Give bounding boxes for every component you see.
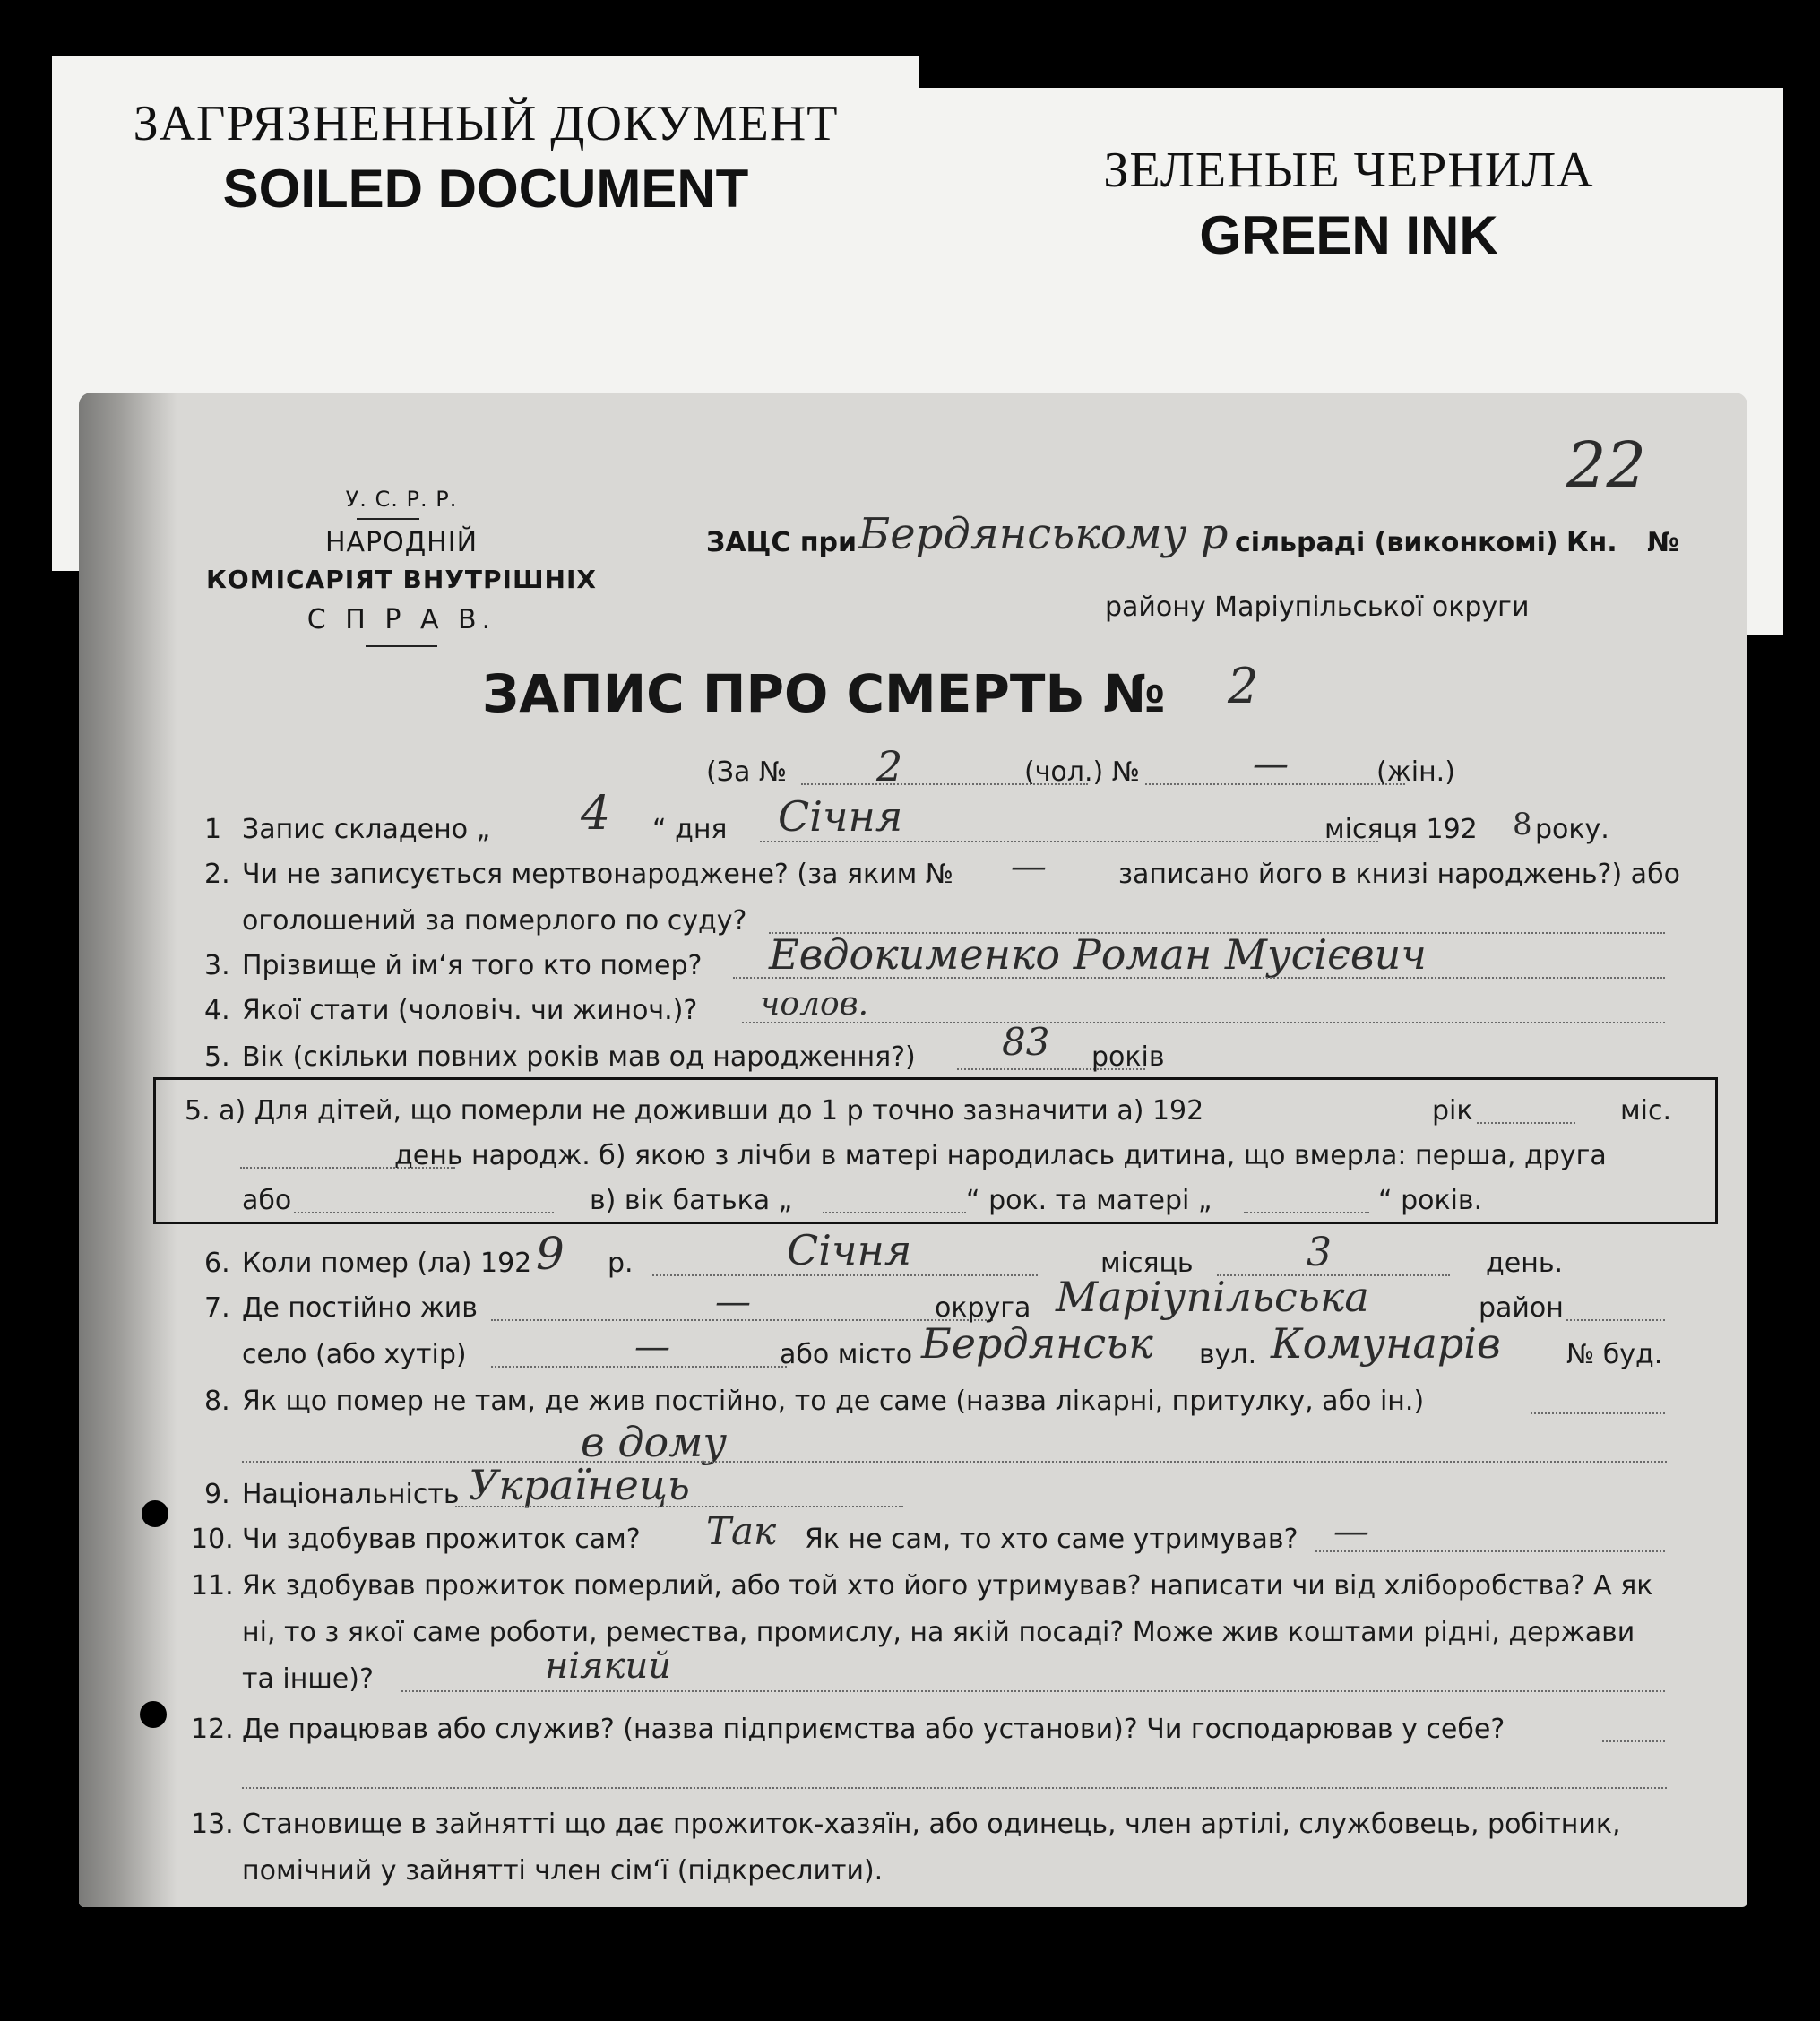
- row9-label: Національність: [242, 1479, 460, 1510]
- page-number-handwritten: 22: [1566, 428, 1647, 502]
- row8-dots-1: [1531, 1412, 1665, 1414]
- row2-dash-hand: —: [1011, 846, 1047, 887]
- chol-handwritten: —: [1253, 744, 1289, 785]
- row1-label-year: року.: [1535, 814, 1609, 845]
- row5a-dots-1: [1477, 1122, 1575, 1124]
- row6-label: Коли помер (ла) 192: [242, 1248, 532, 1279]
- row1-year-hand: 8: [1513, 807, 1532, 842]
- row13-label-2: помічний у зайнятті член сім‘ї (підкреслити).: [242, 1855, 884, 1887]
- punch-hole-2: [140, 1701, 167, 1728]
- row8-label: Як що помер не там, де жив постійно, то де саме (назва лікарні, притулку, або ін.): [242, 1386, 1425, 1417]
- row8-place-hand: в дому: [581, 1418, 728, 1466]
- row12-label: Де працював або служив? (назва підприємства або установи)? Чи господарював у себе?: [242, 1714, 1505, 1745]
- row7-label-rayon: район: [1479, 1292, 1564, 1324]
- row9-nationality-hand: Українець: [469, 1461, 690, 1509]
- chol-label: (чол.) №: [1024, 756, 1140, 788]
- row3-number: 3.: [204, 950, 230, 981]
- soiled-label-ru: ЗАГРЯЗНЕННЫЙ ДОКУМЕНТ: [133, 96, 839, 151]
- row2-label-2: записано його в книзі народжень?) або: [1118, 859, 1680, 890]
- row11-label-1: Як здобував прожиток померлий, або той хто його утримував? написати чи від хліборобства? А як: [242, 1570, 1653, 1602]
- row7-label: Де постійно жив: [242, 1292, 478, 1324]
- row11-label-3: та інше)?: [242, 1663, 374, 1695]
- row5-label: Вік (скільки повних років мав од народження?): [242, 1041, 916, 1073]
- row6-year-hand: 9: [536, 1228, 565, 1280]
- header-rule-2: [366, 645, 437, 647]
- row9-number: 9.: [204, 1479, 230, 1510]
- row5a-father-age-label: в) вік батька „: [590, 1185, 793, 1216]
- row7-dash-hand: —: [715, 1282, 751, 1323]
- zags-prefix: ЗАЦС при: [706, 527, 858, 558]
- row5-number: 5.: [204, 1041, 230, 1073]
- zags-suffix: сільраді (виконкомі): [1235, 527, 1558, 558]
- za-no-handwritten: 2: [876, 742, 903, 790]
- green-ink-label-en: GREEN INK: [1199, 205, 1498, 265]
- row12-number: 12.: [191, 1714, 234, 1745]
- row1-day-hand: 4: [581, 787, 611, 841]
- row2-number: 2.: [204, 859, 230, 890]
- record-number-handwritten: 2: [1228, 658, 1259, 714]
- row6-label-month: місяць: [1100, 1248, 1194, 1279]
- row5-age-hand: 83: [1002, 1020, 1050, 1064]
- kn-label: Кн.: [1566, 527, 1617, 558]
- row2-label: Чи не записується мертвонароджене? (за яким №: [242, 859, 954, 890]
- row7-label-house: № буд.: [1566, 1339, 1663, 1370]
- row11-occupation-hand: ніякий: [545, 1645, 672, 1687]
- row3-name-hand: Евдокименко Роман Мусієвич: [769, 930, 1427, 979]
- row1-month-hand: Січня: [778, 792, 903, 841]
- row2-label-3: оголошений за померлого по суду?: [242, 905, 747, 937]
- row10-label: Чи здобував прожиток сам?: [242, 1524, 641, 1555]
- row7-dots-2: [1566, 1319, 1665, 1321]
- row5a-year-label: рік: [1432, 1095, 1473, 1127]
- row8-number: 8.: [204, 1386, 230, 1417]
- row5a-or-label: або: [242, 1185, 292, 1216]
- row6-dots-1: [652, 1274, 1038, 1276]
- row1-label-month: місяця 192: [1324, 814, 1478, 845]
- row5a-dots-3: [294, 1212, 554, 1213]
- row10-label-2: Як не сам, то хто саме утримував?: [805, 1524, 1298, 1555]
- row7-street-hand: Комунарів: [1271, 1319, 1501, 1368]
- row4-number: 4.: [204, 995, 230, 1026]
- row10-number: 10.: [191, 1524, 234, 1555]
- za-no-label: (За №: [706, 756, 788, 788]
- row5a-years-label: “ років.: [1378, 1185, 1483, 1216]
- row4-label: Якої стати (чоловіч. чи жиноч.)?: [242, 995, 698, 1026]
- form-title: ЗАПИС ПРО СМЕРТЬ №: [482, 663, 1166, 724]
- row10-self-hand: Так: [706, 1509, 777, 1553]
- row10-dash-hand: —: [1333, 1511, 1369, 1552]
- row6-month-hand: Січня: [787, 1226, 912, 1274]
- row5a-line1: 5. а) Для дітей, що померли не доживши до 1 р точно зазначити а) 192: [185, 1095, 1204, 1127]
- row6-label-r: р.: [608, 1248, 634, 1279]
- row7-label-village: село (або хутір): [242, 1339, 467, 1370]
- row3-label: Прізвище й ім‘я того кто помер?: [242, 950, 703, 981]
- soiled-label-en: SOILED DOCUMENT: [222, 159, 749, 219]
- header-narodniy: НАРОДНІЙ: [324, 527, 479, 558]
- row10-dots: [1315, 1550, 1665, 1552]
- row7-label-street: вул.: [1199, 1339, 1257, 1370]
- row13-number: 13.: [191, 1809, 234, 1840]
- zags-handwritten: Бердянському р: [858, 509, 1229, 559]
- row6-day-hand: 3: [1307, 1230, 1332, 1275]
- row11-dots: [401, 1690, 1665, 1692]
- row13-label-1: Становище в зайнятті що дає прожиток-хазяїн, або одинець, член артілі, службовець, робітник,: [242, 1809, 1621, 1840]
- row5a-dots-4: [823, 1212, 966, 1213]
- row4-dots: [742, 1022, 1665, 1023]
- row6-number: 6.: [204, 1248, 230, 1279]
- row9-dots: [455, 1506, 903, 1507]
- row5a-dots-5: [1244, 1212, 1369, 1213]
- row4-sex-hand: чолов.: [760, 986, 869, 1023]
- row1-label: Запис складено „: [242, 814, 491, 845]
- row5-label-years: років: [1091, 1041, 1165, 1073]
- row7-number: 7.: [204, 1292, 230, 1324]
- header-ussr: У. С. Р. Р.: [345, 487, 458, 512]
- header-rule-1: [357, 518, 419, 520]
- row11-number: 11.: [191, 1570, 234, 1602]
- green-ink-label-ru: ЗЕЛЕНЫЕ ЧЕРНИЛА: [1103, 143, 1594, 198]
- zhin-label: (жін.): [1376, 756, 1455, 788]
- row7-village-dash-hand: —: [634, 1326, 670, 1368]
- row12-dots-1: [1602, 1740, 1665, 1742]
- row11-label-2: ні, то з якої саме роботи, ремества, промислу, на якій посаді? Може жив коштами рідні, держави: [242, 1617, 1635, 1648]
- row7-city-hand: Бердянськ: [921, 1319, 1153, 1368]
- row12-dots-2: [242, 1787, 1667, 1789]
- kn-number-label: №: [1647, 527, 1680, 558]
- row1-number: 1: [204, 814, 222, 845]
- row8-dots-2: [242, 1461, 1667, 1463]
- header-sprav: С П Р А В.: [306, 604, 496, 635]
- punch-hole-1: [142, 1500, 168, 1527]
- row7-okruga-hand: Маріупільська: [1056, 1273, 1369, 1321]
- row7-label-city: або місто: [780, 1339, 913, 1370]
- death-record-form: [79, 393, 1747, 1907]
- row6-label-day: день.: [1486, 1248, 1564, 1279]
- row1-dots: [760, 841, 1378, 842]
- row1-label-day: “ дня: [652, 814, 728, 845]
- row5a-mother-age-label: “ рок. та матері „: [966, 1185, 1212, 1216]
- row3-dots: [733, 977, 1665, 979]
- okrug-line: району Маріупільської округи: [1105, 592, 1530, 623]
- header-komisariyat: КОМІСАРІЯТ ВНУТРІШНІХ: [206, 565, 597, 594]
- row5a-month-label: міс.: [1620, 1095, 1671, 1127]
- row7-label-okruga: округа: [935, 1292, 1031, 1324]
- row5a-line2: день народж. б) якою з лічби в матері народилась дитина, що вмерла: перша, друга: [394, 1140, 1607, 1171]
